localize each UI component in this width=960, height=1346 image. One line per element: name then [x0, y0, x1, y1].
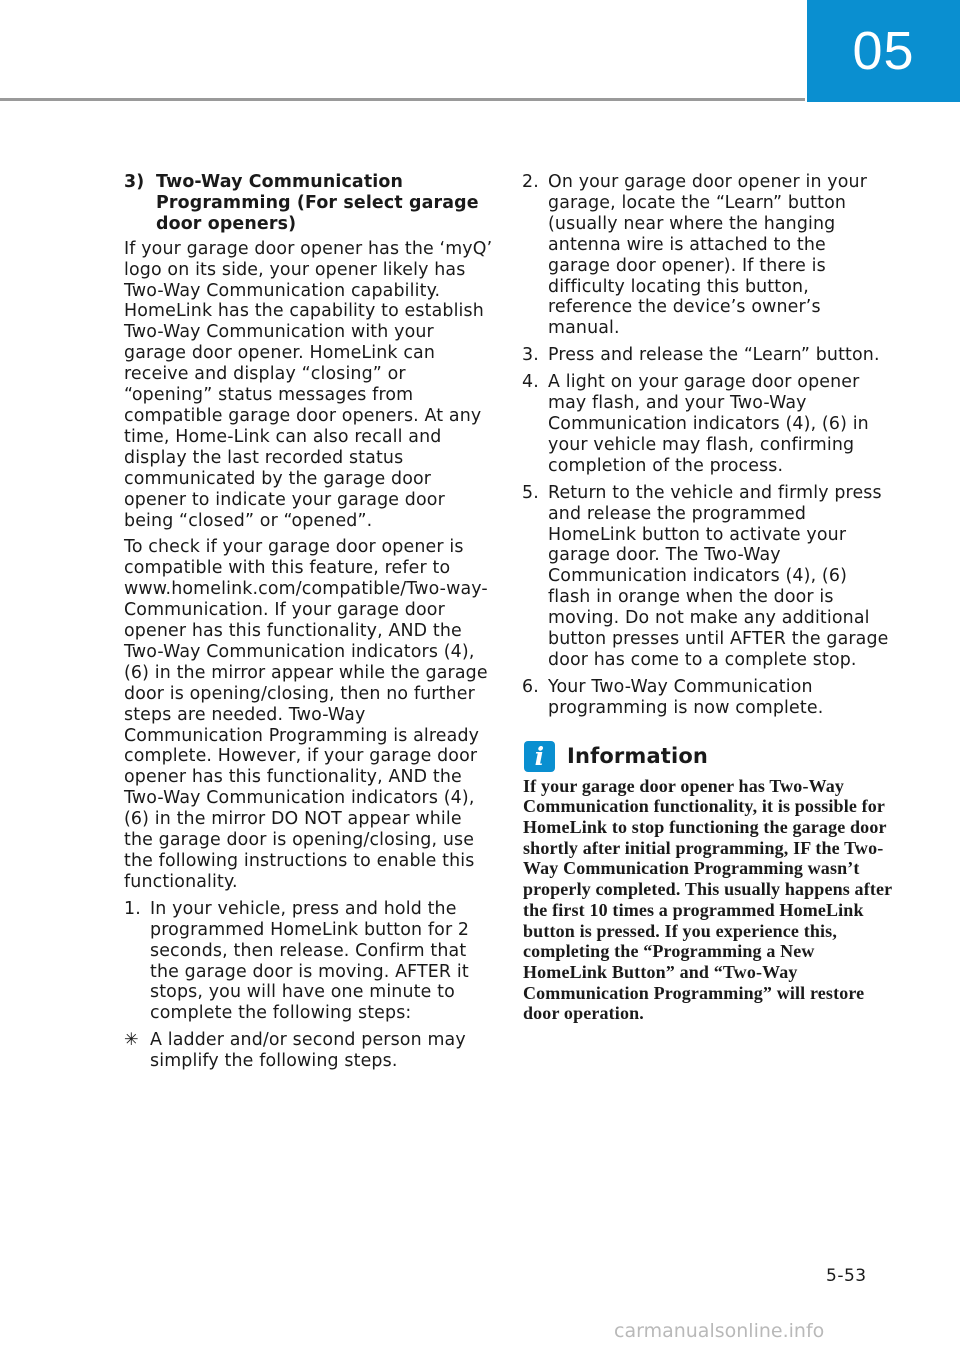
ladder-note: [124, 1030, 494, 1072]
info-icon: i: [524, 741, 555, 772]
step-number: 2.: [522, 172, 539, 192]
section-heading: [124, 172, 494, 235]
step-text: Return to the vehicle and firmly press and release the programmed HomeLink button to activate your garage door. The Two-Way Communication indicators (4), (6) flash in orange when the door is moving. Do not make any additional button presses until AFTER the garage door has come to a complete stop.: [548, 482, 889, 670]
chapter-tab: [807, 0, 960, 102]
watermark: carmanualsonline.info: [614, 1320, 825, 1342]
step-6: [522, 677, 892, 719]
step-number: 4.: [522, 372, 539, 393]
section-heading-text: Two-Way Communication Programming (For select garage door openers): [156, 172, 479, 234]
step-text: Your Two-Way Communication programming is now complete.: [548, 676, 824, 718]
left-column: [124, 172, 494, 1078]
step-number: 6.: [522, 676, 539, 697]
step-number: 3.: [522, 345, 539, 366]
information-header: [522, 741, 892, 772]
information-body: If your garage door opener has Two-Way Communication functionality, it is possible for HomeLink to stop functioning the garage door shortly after initial programming, IF the Two-Way Communication Programming wasn’t properly completed. This usually happens after the first 10 times a programmed HomeLink button is pressed. If you experience this, completing the “Programming a New HomeLink Button” and “Two-Way Communication Programming” will restore door operation.: [523, 775, 892, 1024]
step-5: [522, 483, 892, 671]
page-number: 5-53: [826, 1266, 867, 1286]
step-3: [522, 345, 892, 366]
step-text: A light on your garage door opener may flash, and your Two-Way Communication indicators (4), (6) in your vehicle may flash, confirming completion of the process.: [548, 372, 869, 476]
section-heading-number: 3): [124, 172, 145, 192]
step-2: [522, 172, 892, 339]
intro-paragraph: If your garage door opener has the ‘myQ’ logo on its side, your opener likely has Two-Way Communication capability. HomeLink has the capability to establish Two-Way Communication with your garage door opener. HomeLink can receive and display “closing” or “opening” status messages from compatible garage door openers. At any time, Home-Link can also recall and display the last recorded status communicated by the garage door opener to indicate your garage door being “closed” or “opened”.: [124, 238, 493, 531]
note-text: A ladder and/or second person may simplify the following steps.: [150, 1030, 466, 1072]
chapter-number: 05: [852, 21, 915, 81]
step-number: 1.: [124, 898, 141, 919]
step-4: [522, 372, 892, 477]
step-text: In your vehicle, press and hold the programmed HomeLink button for 2 seconds, then release. Confirm that the garage door is moving. AFTER it stops, you will have one minute to complete the following steps:: [150, 898, 470, 1024]
header-rule: [0, 98, 805, 101]
right-column: [522, 172, 892, 1024]
step-number: 5.: [522, 482, 539, 503]
asterisk-icon: ✳: [124, 1030, 139, 1051]
step-text: Press and release the “Learn” button.: [548, 345, 880, 366]
step-1: [124, 899, 494, 1024]
step-text: On your garage door opener in your garage, locate the “Learn” button (usually near where the hanging antenna wire is attached to the garage door opener). If there is difficulty locating this button, reference the device’s owner’s manual.: [548, 172, 867, 339]
compatibility-paragraph: To check if your garage door opener is compatible with this feature, refer to www.homelink.com/compatible/Two-way-Communication. If your garage door opener has this functionality, AND the Two-Way Communication indicators (4), (6) in the mirror appear while the garage door is opening/closing, then no further steps are needed. Two-Way Communication Programming is already complete. However, if your garage door opener has this functionality, AND the Two-Way Communication indicators (4), (6) in the mirror DO NOT appear while the garage door is opening/closing, use the following instructions to enable this functionality.: [124, 537, 488, 892]
information-title: Information: [567, 743, 709, 768]
